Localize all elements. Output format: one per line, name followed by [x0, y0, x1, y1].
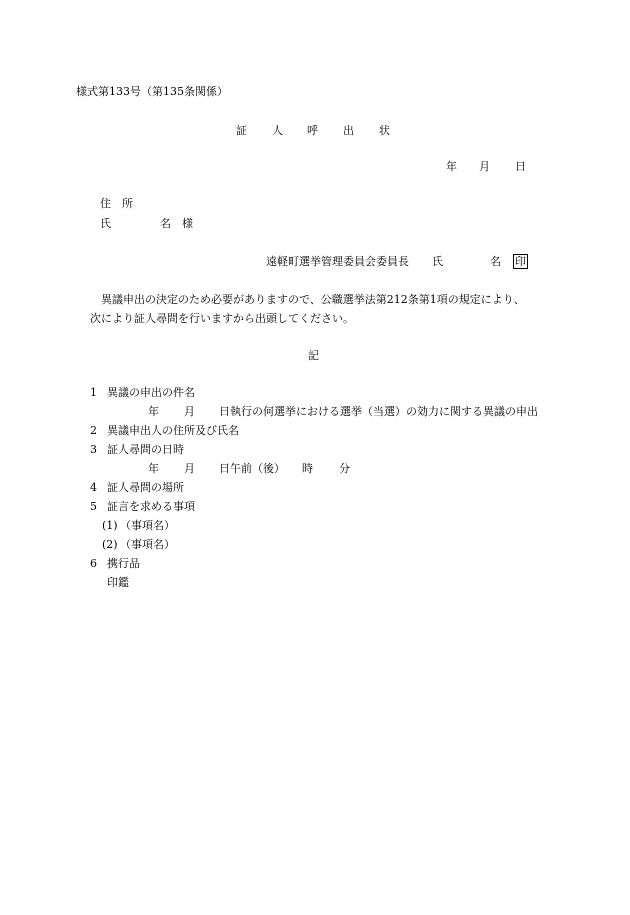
item-number: 6: [90, 557, 97, 570]
item-label: 証人尋問の日時: [107, 443, 184, 456]
form-label: 様式第133号（第135条関係）: [76, 85, 228, 98]
item-number: 3: [90, 443, 97, 456]
item-label: 証言を求める事項: [107, 500, 195, 513]
honorific: 様: [182, 217, 193, 230]
item-month: 月: [184, 462, 195, 475]
item-year: 年: [148, 405, 159, 418]
date-year: 年: [446, 160, 457, 173]
subitem-number: (2): [102, 538, 118, 551]
item-detail: 印鑑: [107, 576, 129, 589]
item-label: 携行品: [107, 557, 140, 570]
item-minute: 分: [339, 462, 350, 475]
item-number: 1: [90, 386, 97, 399]
ki-heading: 記: [308, 349, 319, 362]
date-month: 月: [479, 160, 490, 173]
item-label: 異議申出人の住所及び氏名: [107, 424, 239, 437]
issuer-title: 遠軽町選挙管理委員会委員長: [266, 255, 409, 268]
address-label: 住 所: [100, 197, 133, 210]
issuer-name-label: 名: [490, 255, 501, 268]
seal-mark: 印: [515, 255, 526, 268]
item-day: 日午前（後）: [219, 462, 285, 475]
body-line: 異議申出の決定のため必要がありますので、公職選挙法第212条第1項の規定により、: [101, 293, 525, 306]
item-year: 年: [148, 462, 159, 475]
item-month: 月: [184, 405, 195, 418]
date-day: 日: [515, 160, 526, 173]
subitem-label: （事項名）: [120, 538, 175, 551]
item-label: 異議の申出の件名: [107, 386, 195, 399]
subitem-number: (1): [102, 519, 118, 532]
title-char: 人: [272, 124, 283, 137]
item-number: 2: [90, 424, 97, 437]
title-char: 出: [343, 124, 354, 137]
item-number: 5: [90, 500, 97, 513]
item-number: 4: [90, 481, 97, 494]
item-detail: 日執行の何選挙における選挙（当選）の効力に関する異議の申出: [219, 405, 538, 418]
title-char: 呼: [307, 124, 318, 137]
body-line: 次により証人尋問を行いますから出頭してください。: [90, 312, 354, 325]
item-hour: 時: [302, 462, 313, 475]
subitem-label: （事項名）: [120, 519, 175, 532]
name-label: 名: [160, 217, 171, 230]
name-label: 氏: [100, 217, 111, 230]
item-label: 証人尋問の場所: [107, 481, 184, 494]
issuer-name-label: 氏: [432, 255, 443, 268]
title-char: 状: [379, 124, 390, 137]
title-char: 証: [236, 124, 247, 137]
